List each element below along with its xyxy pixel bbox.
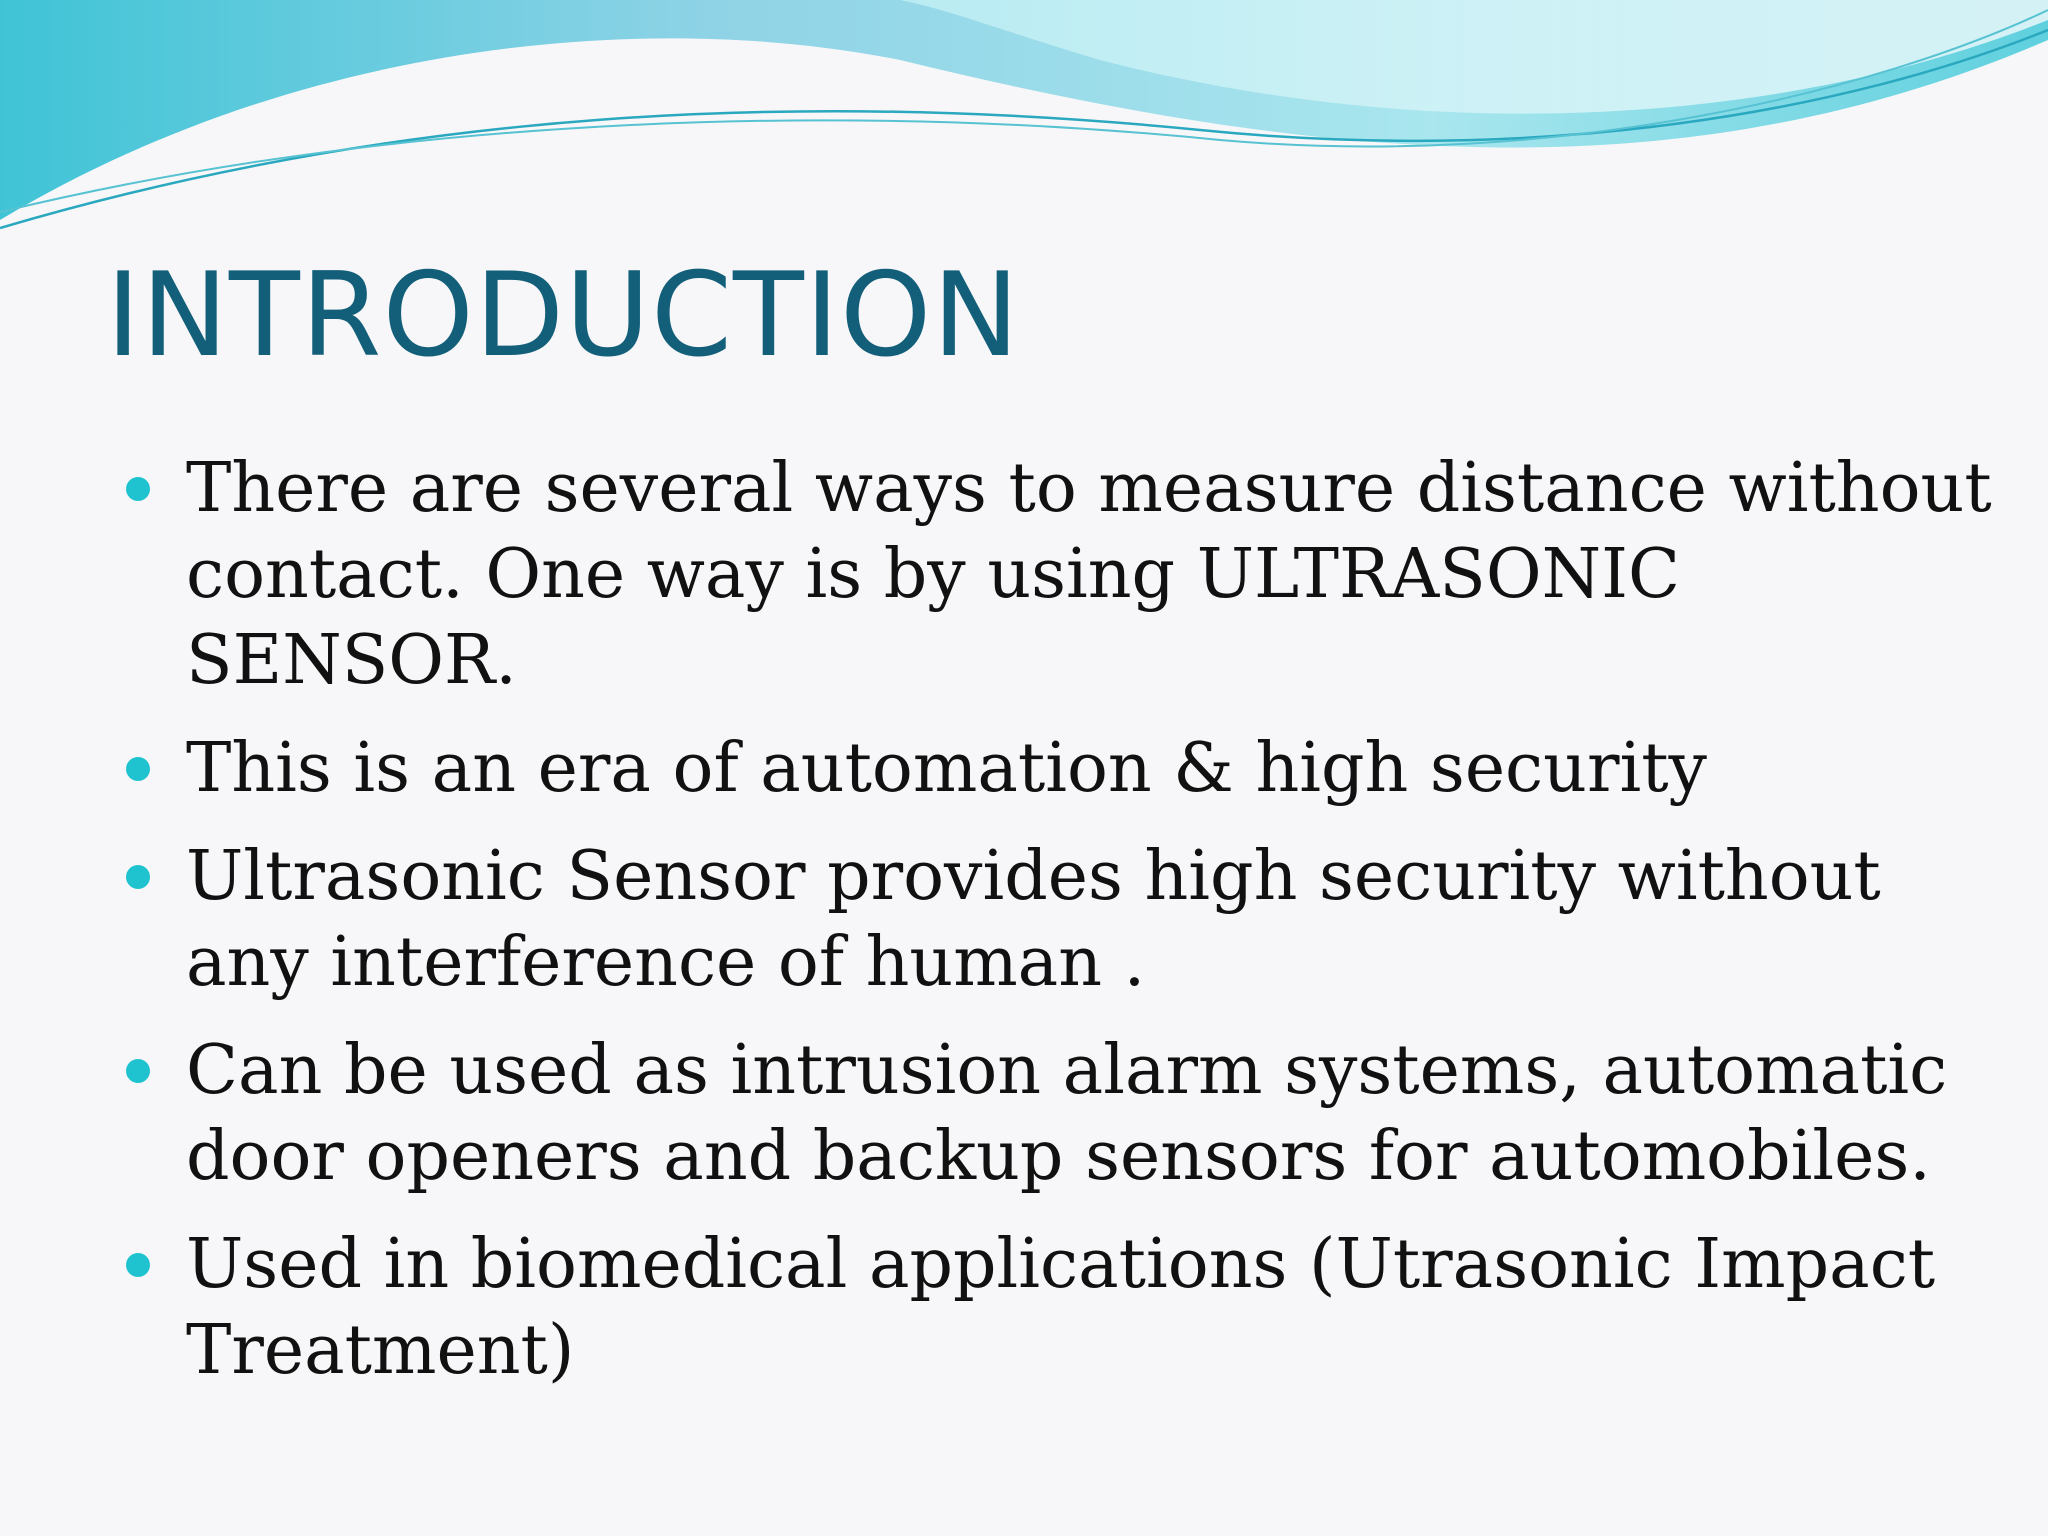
bullet-item bbox=[126, 446, 2006, 704]
bullet-dot-icon bbox=[126, 1253, 150, 1277]
bullet-item bbox=[126, 1222, 2006, 1394]
wave-header-decoration bbox=[0, 0, 2048, 260]
bullet-text: Used in biomedical applications (Utrasonic Impact Treatment) bbox=[186, 1225, 1936, 1390]
bullet-text: Can be used as intrusion alarm systems, automatic door openers and backup sensors for automobiles. bbox=[186, 1031, 1948, 1196]
bullet-item bbox=[126, 834, 2006, 1006]
bullet-text: Ultrasonic Sensor provides high security without any interference of human . bbox=[186, 837, 1881, 1002]
bullet-item bbox=[126, 1028, 2006, 1200]
slide-title: INTRODUCTION bbox=[106, 248, 1021, 383]
bullet-list bbox=[126, 446, 2006, 1416]
bullet-dot-icon bbox=[126, 757, 150, 781]
bullet-dot-icon bbox=[126, 1059, 150, 1083]
bullet-text: This is an era of automation & high security bbox=[186, 729, 1707, 808]
bullet-text: There are several ways to measure distance without contact. One way is by using ULTRASONIC SENSOR. bbox=[186, 449, 1992, 700]
bullet-item bbox=[126, 726, 2006, 812]
bullet-dot-icon bbox=[126, 865, 150, 889]
bullet-dot-icon bbox=[126, 477, 150, 501]
